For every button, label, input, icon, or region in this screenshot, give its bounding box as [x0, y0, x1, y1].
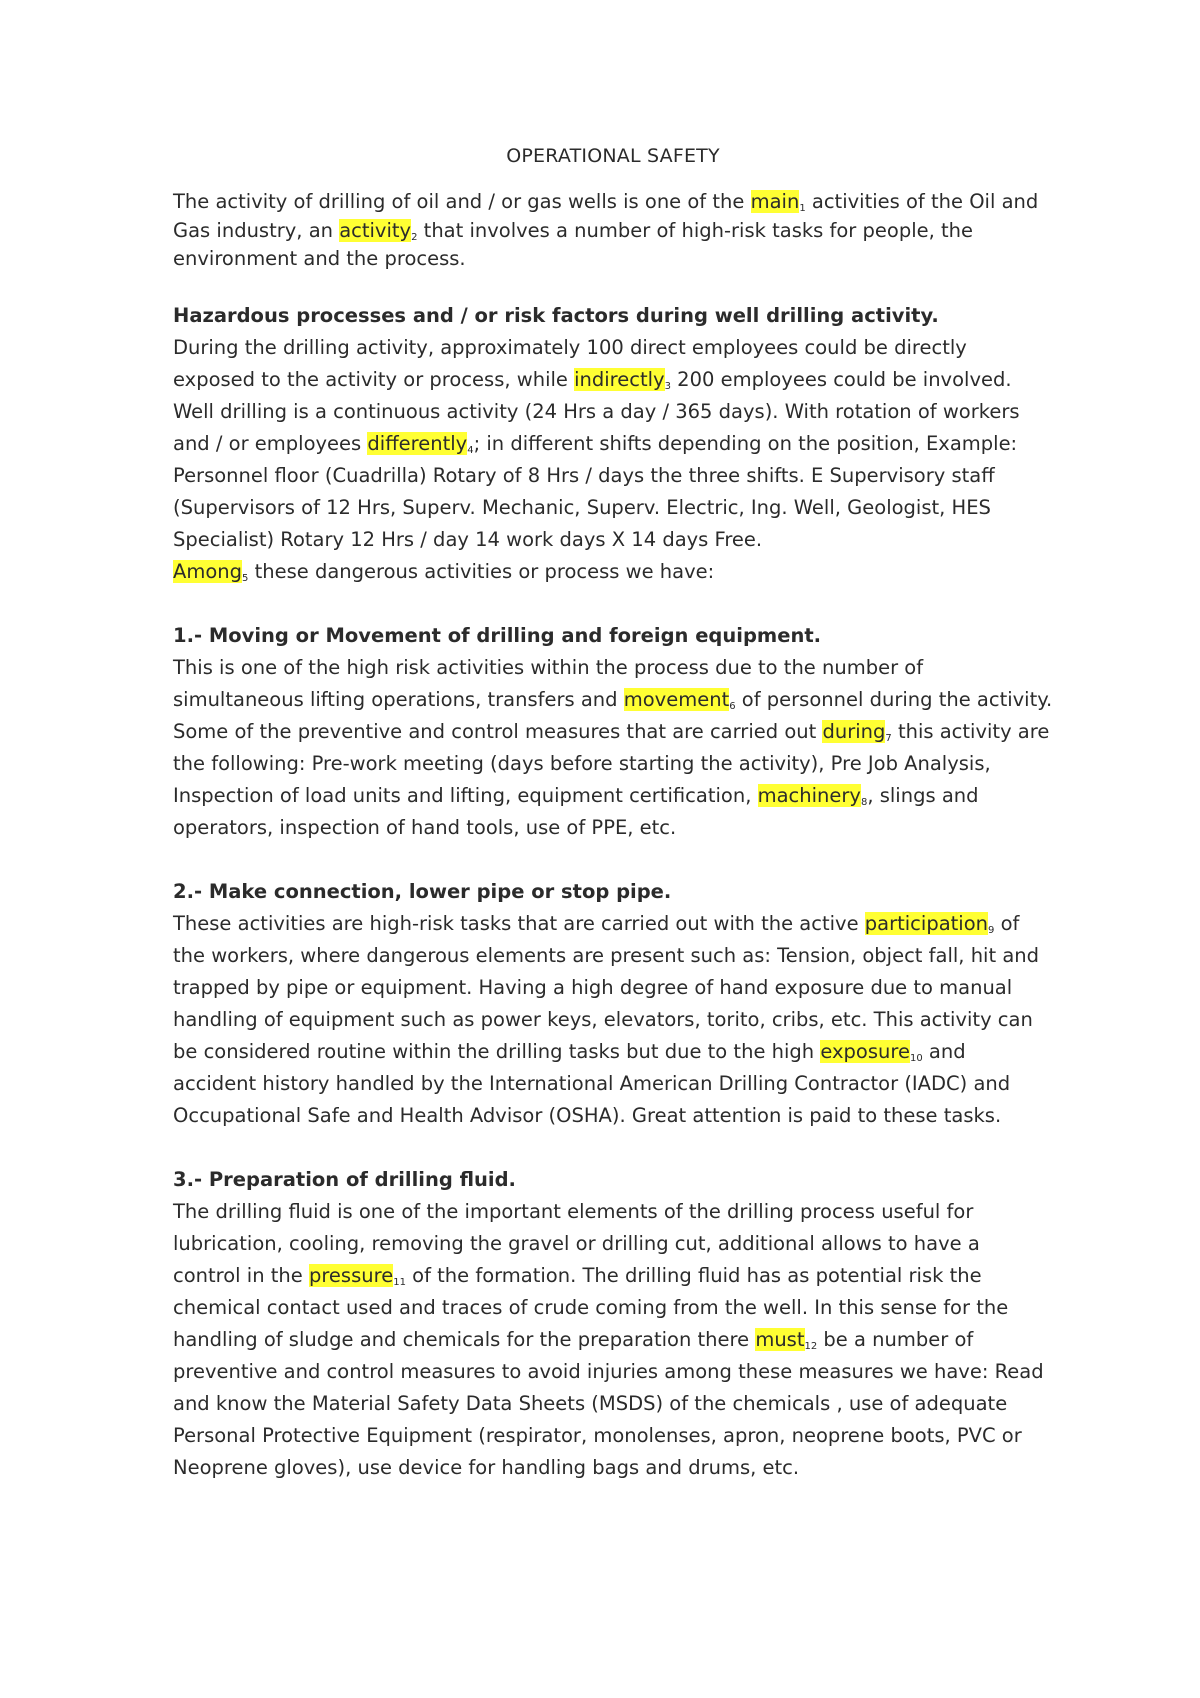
highlight-machinery: machinery [757, 783, 861, 807]
section3-text-3: be a number of preventive and control measures to avoid injuries among these measures we have: Read and know the Material Safety Data Sheets (MSDS) of the chemicals , use of adequate Personal Protective Equipment (respirator, monolenses, apron, neoprene boots, PVC or Neoprene gloves), use device for handling bags and drums, etc. [173, 1327, 1044, 1479]
highlight-movement: movement [623, 687, 730, 711]
section3-text-2: of the formation. The drilling fluid has as potential risk the chemical contact used and traces of crude coming from the well. In this sense for the handling of sludge and chemicals for the preparation there [173, 1263, 1009, 1351]
intro-paragraph [173, 188, 1053, 274]
section-drilling-fluid [173, 1164, 1053, 1484]
section-paragraph-fluid [173, 1196, 1053, 1484]
section2-text-3: and accident history handled by the International American Drilling Contractor (IADC) and Occupational Safe and Health Advisor (OSHA). Great attention is paid to these tasks. [173, 1039, 1011, 1127]
document-title: OPERATIONAL SAFETY [506, 145, 720, 167]
highlight-main: main [750, 190, 800, 213]
footnote-marker-7: 7 [885, 732, 892, 744]
section3-text-1: The drilling fluid is one of the important elements of the drilling process useful for lubrication, cooling, removing the gravel or drilling cut, additional allows to have a control in the [173, 1199, 980, 1287]
section1-text-3: this activity are the following: Pre-work meeting (days before starting the activity), Pre Job Analysis, Inspection of load units and lifting, equipment certification, [173, 719, 1050, 807]
section0-text-4: these dangerous activities or process we have: [248, 559, 715, 583]
section1-text-1: This is one of the high risk activities within the process due to the number of simultaneous lifting operations, transfers and [173, 655, 924, 711]
footnote-marker-9: 9 [988, 924, 995, 936]
section-make-connection [173, 876, 1053, 1132]
footnote-marker-1: 1 [799, 203, 806, 214]
section-hazardous-processes [173, 300, 1053, 588]
highlight-participation: participation [864, 911, 988, 935]
highlight-exposure: exposure [820, 1039, 910, 1063]
highlight-among: Among [173, 559, 243, 583]
highlight-differently: differently [367, 431, 468, 455]
highlight-activity: activity [339, 218, 412, 242]
section0-text-3: ; in different shifts depending on the position, Example: Personnel floor (Cuadrilla) Rotary of 8 Hrs / days the three shifts. E Supervisory staff (Supervisors of 12 Hrs, Superv. Mechanic, Superv. Electric, Ing. Well, Geologist, HES Specialist) Rotary 12 Hrs / day 14 work days X 14 days Free. [173, 431, 1018, 551]
intro-text-3: that involves a number of high-risk tasks for people, the environment and the process. [173, 218, 974, 270]
footnote-marker-10: 10 [909, 1052, 923, 1064]
section1-text-2: of personnel during the activity. Some of the preventive and control measures that are carried out [173, 687, 1053, 743]
highlight-during: during [822, 719, 886, 743]
section-paragraph-moving [173, 652, 1053, 844]
section-paragraph-hazardous [173, 332, 1053, 588]
section-heading-moving: 1.- Moving or Movement of drilling and foreign equipment. [173, 623, 822, 647]
intro-text-1: The activity of drilling of oil and / or gas wells is one of the [173, 190, 751, 213]
highlight-pressure: pressure [308, 1263, 394, 1287]
document-page [173, 140, 1053, 1516]
section-heading-connection: 2.- Make connection, lower pipe or stop pipe. [173, 879, 672, 903]
highlight-indirectly: indirectly [574, 367, 665, 391]
footnote-marker-11: 11 [393, 1276, 406, 1288]
highlight-must: must [755, 1327, 805, 1351]
footnote-marker-12: 12 [804, 1340, 818, 1352]
footnote-marker-5: 5 [242, 572, 249, 584]
footnote-marker-3: 3 [664, 380, 671, 392]
section-moving-equipment [173, 620, 1053, 844]
section0-text-2: 200 employees could be involved. Well drilling is a continuous activity (24 Hrs a day / 365 days). With rotation of workers and / or employees [173, 367, 1020, 455]
section0-text-1: During the drilling activity, approximately 100 direct employees could be directly exposed to the activity or process, while [173, 335, 967, 391]
intro-text-2: activities of the Oil and Gas industry, an [173, 190, 1039, 242]
footnote-marker-8: 8 [860, 796, 868, 808]
section-paragraph-connection [173, 908, 1053, 1132]
footnote-marker-6: 6 [729, 700, 736, 712]
section2-text-2: of the workers, where dangerous elements are present such as: Tension, object fall, hit and trapped by pipe or equipment. Having a high degree of hand exposure due to manual handling of equipment such as power keys, elevators, torito, cribs, etc. This activity can be considered routine within the drilling tasks but due to the high [173, 911, 1040, 1063]
section2-text-1: These activities are high-risk tasks that are carried out with the active [173, 911, 865, 935]
footnote-marker-2: 2 [411, 231, 418, 243]
section-heading-fluid: 3.- Preparation of drilling fluid. [173, 1167, 516, 1191]
section-heading-hazardous: Hazardous processes and / or risk factors during well drilling activity. [173, 303, 939, 327]
footnote-marker-4: 4 [467, 444, 474, 456]
section1-text-4: , slings and operators, inspection of hand tools, use of PPE, etc. [173, 783, 979, 839]
